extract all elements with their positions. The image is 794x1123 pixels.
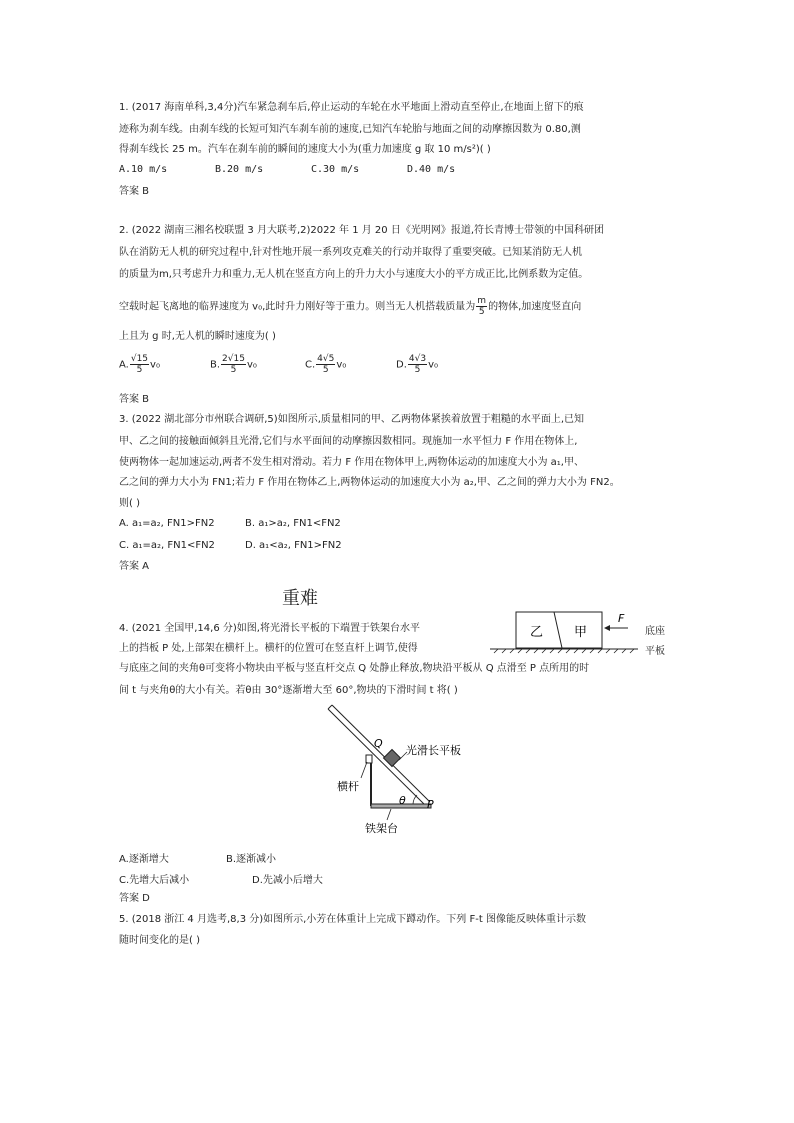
q2-option-b: B. $\frac{2√15}{5}$ v₀ xyxy=(210,354,257,375)
q2-line-4-end: 的物体,加速度竖直向 xyxy=(488,301,582,313)
q1-answer: 答案 B xyxy=(119,186,150,197)
incline-interface xyxy=(554,612,562,648)
q3-option-a: A. a₁=a₂, FN1>FN2 xyxy=(119,518,215,529)
q4-option-a: A.逐渐增大 xyxy=(119,854,169,865)
rod-label: 横杆 xyxy=(337,780,359,793)
q4-answer: 答案 D xyxy=(119,893,150,904)
q2-option-a: A. $\frac{√15}{5}$ v₀ xyxy=(119,354,160,375)
block-jia-label: 甲 xyxy=(574,625,588,640)
q2-line-1: 2. (2022 湖南三湘名校联盟 3 月大联考,2)2022 年 1 月 20 日《光明网》报道,符长青博士带领的中国科研团 xyxy=(119,225,605,236)
q3-line-5: 则( ) xyxy=(119,498,140,509)
q1-option-a: A.10 m/s xyxy=(119,164,168,175)
q4-option-b: B.逐渐减小 xyxy=(226,854,277,865)
stand-label-leader xyxy=(387,809,391,820)
q3-line-2: 甲、乙之间的接触面倾斜且光滑,它们与水平面间的动摩擦因数相同。现施加一水平恒力 F 作用在物体上, xyxy=(119,436,578,447)
q5-line-2: 随时间变化的是( ) xyxy=(119,935,200,946)
q4-line-3: 与底座之间的夹角θ可变将小物块由平板与竖直杆交点 Q 处静止释放,物块沿平板从 Q 点滑至 P 点所用的时 xyxy=(119,663,590,674)
ground-hatching xyxy=(494,649,634,653)
q1-line-3: 得刹车线长 25 m。汽车在刹车前的瞬间的速度大小为(重力加速度 g 取 10 m/s²)( ) xyxy=(119,144,491,155)
q3-option-b: B. a₁>a₂, FN1<FN2 xyxy=(245,518,341,529)
q2-line-3: 的质量为m,只考虑升力和重力,无人机在竖直方向上的升力大小与速度大小的平方成正比,比例系数为定值。 xyxy=(119,269,589,280)
q2-line-4-start: 空载时起飞离地的临界速度为 v₀,此时升力刚好等于重力。则当无人机搭载质量为 xyxy=(119,301,476,313)
q2-fraction-m-over-5: $\frac{m}{5}$ xyxy=(477,296,487,317)
q4-incline-figure xyxy=(325,700,475,840)
q4-line-2: 上的挡板 P 处,上部架在横杆上。横杆的位置可在竖直杆上调节,使得 xyxy=(119,643,418,654)
force-arrowhead xyxy=(604,625,610,631)
q2-option-c: C. $\frac{4√5}{5}$ v₀ xyxy=(305,354,347,375)
q4-option-d: D.先减小后增大 xyxy=(252,875,323,886)
q1-option-d: D.40 m/s xyxy=(407,164,456,175)
q3-line-3: 使两物体一起加速运动,两者不发生相对滑动。若力 F 作用在物体甲上,两物体运动的加速度大小为 a₁,甲、 xyxy=(119,457,584,468)
theta-label: θ xyxy=(399,794,406,807)
q4-option-c: C.先增大后减小 xyxy=(119,875,190,886)
point-q-label: Q xyxy=(374,737,383,750)
q2-answer: 答案 B xyxy=(119,394,150,405)
section-heading: 重难 xyxy=(282,588,318,609)
block-yi-label: 乙 xyxy=(530,625,544,640)
q4-line-4: 间 t 与夹角θ的大小有关。若θ由 30°逐渐增大至 60°,物块的下滑时间 t 将( ) xyxy=(119,685,458,696)
q5-line-1: 5. (2018 浙江 4 月选考,8,3 分)如图所示,小芳在体重计上完成下蹲动作。下列 F-t 图像能反映体重计示数 xyxy=(119,914,586,925)
q3-line-1: 3. (2022 湖北部分市州联合调研,5)如图所示,质量相同的甲、乙两物体紧挨着放置于粗糙的水平面上,已知 xyxy=(119,414,585,425)
q2-line-2: 队在消防无人机的研究过程中,针对性地开展一系列攻克难关的行动并取得了重要突破。已知某消防无人机 xyxy=(119,247,583,258)
point-p-label: P xyxy=(427,798,434,811)
force-label: F xyxy=(618,612,625,625)
q3-answer: 答案 A xyxy=(119,561,150,572)
q3-option-c: C. a₁=a₂, FN1<FN2 xyxy=(119,540,215,551)
q1-line-1: 1. (2017 海南单科,3,4分)汽车紧急刹车后,停止运动的车轮在水平地面上滑动直至停止,在地面上留下的痕 xyxy=(119,102,584,113)
board-label: 光滑长平板 xyxy=(406,744,461,757)
q1-option-b: B.20 m/s xyxy=(215,164,264,175)
q1-line-2: 迹称为刹车线。由刹车线的长短可知汽车刹车前的速度,已知汽车轮胎与地面之间的动摩擦因数为 0.80,测 xyxy=(119,124,581,135)
q4-side-text-1: 底座 xyxy=(645,626,665,637)
q4-side-text-2: 平板 xyxy=(645,646,665,657)
blocks-outline xyxy=(516,612,602,648)
q3-line-4: 乙之间的弹力大小为 FN1;若力 F 作用在物体乙上,两物体运动的加速度大小为 a₂,甲、乙之间的弹力大小为 FN2。 xyxy=(119,477,620,488)
q4-line-1: 4. (2021 全国甲,14,6 分)如图,将光滑长平板的下端置于铁架台水平 xyxy=(119,623,420,634)
q3-blocks-figure xyxy=(490,606,640,656)
q1-option-c: C.30 m/s xyxy=(311,164,360,175)
q2-line-5: 上且为 g 时,无人机的瞬时速度为( ) xyxy=(119,331,276,342)
crossbar xyxy=(366,755,372,763)
stand-label: 铁架台 xyxy=(365,822,398,835)
q2-option-d: D. $\frac{4√3}{5}$ v₀ xyxy=(396,354,439,375)
q2-line-4 xyxy=(119,296,581,317)
small-block xyxy=(384,750,401,767)
rod-label-leader xyxy=(361,762,367,778)
q3-option-d: D. a₁<a₂, FN1>FN2 xyxy=(245,540,342,551)
